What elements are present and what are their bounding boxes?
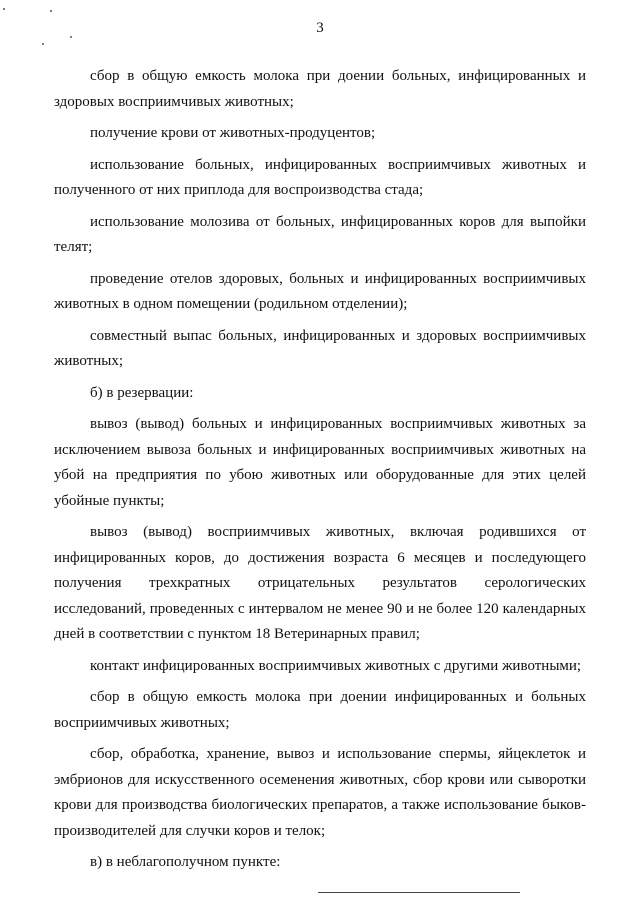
- paragraph: вывоз (вывод) восприимчивых животных, включая родившихся от инфицированных коров, до достижения возраста 6 месяцев и последующего получения трехкратных отрицательных результатов серологических исследований, проведенных с интервалом не менее 90 и не более 120 календарных дней в соответствии с пунктом 18 Ветеринарных правил;: [54, 524, 586, 642]
- paragraph: получение крови от животных-продуцентов;: [90, 125, 376, 141]
- scan-speck: [42, 43, 44, 45]
- paragraph: сбор, обработка, хранение, вывоз и использование спермы, яйцеклеток и эмбрионов для искусственного осеменения животных, сбор крови или сыворотки крови для производства биологических препаратов, а также использование быков-производителей для случки коров и телок;: [54, 746, 586, 839]
- scan-speck: [3, 8, 5, 10]
- paragraph: проведение отелов здоровых, больных и инфицированных восприимчивых животных в одном помещении (родильном отделении);: [54, 270, 586, 312]
- page-number: 3: [316, 20, 324, 36]
- bottom-divider: [318, 892, 520, 893]
- section-heading: в) в неблагополучном пункте:: [90, 854, 281, 870]
- paragraph: вывоз (вывод) больных и инфицированных восприимчивых животных за исключением вывоза больных и инфицированных восприимчивых животных на убой на предприятия по убою животных или оборудованные для этих целей убойные пункты;: [54, 416, 586, 509]
- paragraph: контакт инфицированных восприимчивых животных с другими животными;: [90, 657, 582, 674]
- scan-speck: [50, 10, 52, 12]
- paragraph: использование молозива от больных, инфицированных коров для выпойки телят;: [54, 213, 586, 255]
- document-body: [54, 64, 586, 882]
- paragraph: сбор в общую емкость молока при доении больных, инфицированных и здоровых восприимчивых животных;: [54, 68, 586, 110]
- paragraph: совместный выпас больных, инфицированных и здоровых восприимчивых животных;: [54, 327, 586, 369]
- paragraph: сбор в общую емкость молока при доении инфицированных и больных восприимчивых животных;: [54, 689, 586, 731]
- section-heading: б) в резервации:: [90, 384, 194, 401]
- paragraph: использование больных, инфицированных восприимчивых животных и полученного от них приплода для воспроизводства стада;: [54, 156, 586, 198]
